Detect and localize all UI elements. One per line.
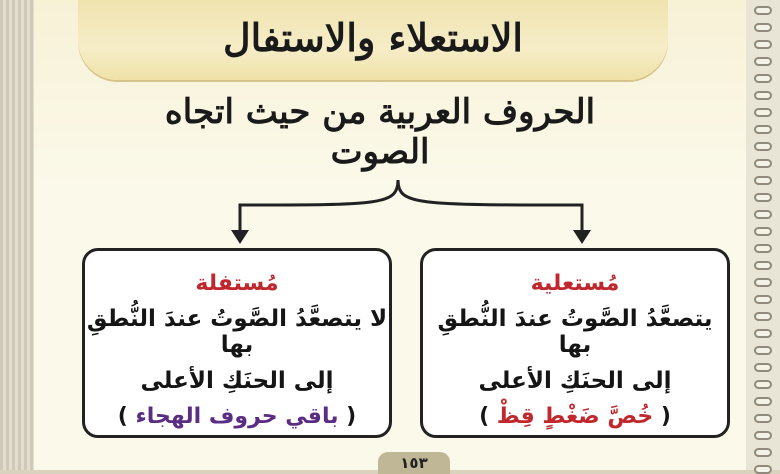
box-letters: ( باقي حروف الهجاء ): [117, 404, 357, 429]
box-mustaliya: [420, 248, 730, 438]
branch-line-right: [398, 180, 582, 232]
box-letters: ( خُصَّ ضَغْطٍ قِظْ ): [479, 404, 671, 429]
box-heading: مُستفلة: [195, 271, 279, 296]
box-description-line2: إلى الحنَكِ الأعلى: [478, 368, 672, 394]
branch-line-left: [240, 180, 398, 232]
box-mustafila: [82, 248, 392, 438]
box-heading: مُستعلية: [530, 271, 620, 296]
arrow-left-icon: [231, 230, 249, 244]
subtitle: الحروف العربية من حيث اتجاه الصوت: [164, 92, 596, 172]
letters-text: خُصَّ ضَغْطٍ قِظْ: [496, 404, 654, 429]
arrow-right-icon: [573, 230, 591, 244]
box-description-line1: يتصعَّدُ الصَّوتُ عندَ النُّطقِ بها: [437, 306, 713, 358]
letters-text: باقي حروف الهجاء: [135, 404, 339, 429]
box-description-line1: لا يتصعَّدُ الصَّوتُ عندَ النُّطقِ بها: [86, 306, 388, 358]
box-description-line2: إلى الحنَكِ الأعلى: [140, 368, 334, 394]
page-title: الاستعلاء والاستفال: [223, 14, 523, 60]
page-number: ١٥٣: [378, 452, 450, 474]
